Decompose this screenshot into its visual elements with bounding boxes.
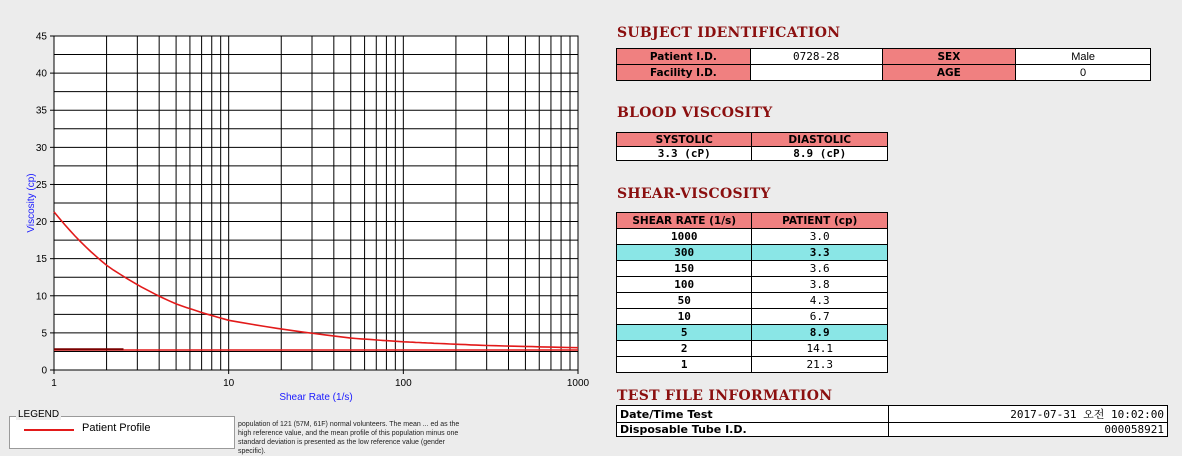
- patient-value-cell: 21.3: [752, 357, 888, 373]
- patient-value-cell: 3.0: [752, 229, 888, 245]
- patient-value-cell: 3.8: [752, 277, 888, 293]
- sex-label: SEX: [882, 49, 1016, 65]
- shear-rate-cell: 300: [617, 245, 752, 261]
- subject-table: [616, 48, 1151, 81]
- tube-id-label: Disposable Tube I.D.: [617, 423, 889, 437]
- shear-row: [617, 293, 888, 309]
- y-tick-label: 10: [35, 291, 47, 303]
- test-file-information-title: TEST FILE INFORMATION: [617, 388, 833, 404]
- diastolic-value: 8.9 (cP): [752, 147, 888, 161]
- blood-viscosity-title: BLOOD VISCOSITY: [617, 105, 773, 121]
- shear-rate-cell: 1: [617, 357, 752, 373]
- subject-identification-title: SUBJECT IDENTIFICATION: [617, 25, 841, 41]
- y-tick-label: 15: [35, 254, 47, 266]
- patient-value-cell: 4.3: [752, 293, 888, 309]
- age-value: 0: [1016, 65, 1151, 81]
- tube-id-value: 000058921: [888, 423, 1167, 437]
- date-time-label: Date/Time Test: [617, 406, 889, 423]
- patient-cp-header: PATIENT (cp): [752, 213, 888, 229]
- shear-rate-cell: 2: [617, 341, 752, 357]
- y-tick-label: 30: [35, 142, 47, 154]
- viscosity-chart: [10, 26, 592, 406]
- date-time-value: 2017-07-31 오전 10:02:00: [888, 406, 1167, 423]
- shear-row: [617, 245, 888, 261]
- systolic-value: 3.3 (cP): [617, 147, 752, 161]
- y-tick-label: 20: [35, 217, 47, 229]
- shear-rate-cell: 100: [617, 277, 752, 293]
- shear-rate-cell: 10: [617, 309, 752, 325]
- patient-id-value: 0728-28: [750, 49, 882, 65]
- sex-value: Male: [1016, 49, 1151, 65]
- diastolic-label: DIASTOLIC: [752, 133, 888, 147]
- y-tick-label: 35: [35, 105, 47, 117]
- reference-footnote: population of 121 (57M, 61F) normal volunteers. The mean ... ed as the high reference value, and the mean profile of this population minus one standard deviation is presented as the low reference value (gender specific).: [238, 421, 460, 455]
- shear-viscosity-table: [616, 212, 888, 373]
- shear-rate-cell: 5: [617, 325, 752, 341]
- y-tick-label: 25: [35, 179, 47, 191]
- shear-rate-header: SHEAR RATE (1/s): [617, 213, 752, 229]
- patient-value-cell: 3.6: [752, 261, 888, 277]
- shear-rate-cell: 150: [617, 261, 752, 277]
- legend-swatch: [24, 429, 74, 431]
- patient-id-label: Patient I.D.: [617, 49, 751, 65]
- shear-row: [617, 229, 888, 245]
- shear-rate-cell: 1000: [617, 229, 752, 245]
- shear-row: [617, 325, 888, 341]
- legend: [9, 409, 235, 449]
- patient-value-cell: 6.7: [752, 309, 888, 325]
- y-tick-label: 45: [35, 31, 47, 43]
- y-tick-label: 0: [41, 365, 47, 377]
- shear-rate-cell: 50: [617, 293, 752, 309]
- blood-viscosity-table: [616, 132, 888, 161]
- chart-svg: [10, 26, 592, 406]
- facility-id-value: [750, 65, 882, 81]
- y-axis-title: Viscosity (cp): [26, 173, 37, 233]
- shear-row: [617, 341, 888, 357]
- shear-row: [617, 277, 888, 293]
- facility-id-label: Facility I.D.: [617, 65, 751, 81]
- x-tick-label: 100: [394, 378, 412, 389]
- patient-value-cell: 3.3: [752, 245, 888, 261]
- y-tick-label: 40: [35, 68, 47, 80]
- patient-value-cell: 14.1: [752, 341, 888, 357]
- legend-title: LEGEND: [18, 409, 60, 420]
- x-tick-label: 1: [51, 378, 57, 389]
- x-tick-label: 10: [223, 378, 235, 389]
- x-axis-title: Shear Rate (1/s): [279, 392, 353, 403]
- patient-value-cell: 8.9: [752, 325, 888, 341]
- systolic-label: SYSTOLIC: [617, 133, 752, 147]
- shear-viscosity-title: SHEAR-VISCOSITY: [617, 186, 771, 202]
- shear-row: [617, 261, 888, 277]
- y-tick-label: 5: [41, 328, 47, 340]
- age-label: AGE: [882, 65, 1016, 81]
- legend-item-label: Patient Profile: [82, 422, 151, 434]
- shear-row: [617, 309, 888, 325]
- test-file-table: [616, 405, 1168, 437]
- x-tick-label: 1000: [566, 378, 590, 389]
- shear-row: [617, 357, 888, 373]
